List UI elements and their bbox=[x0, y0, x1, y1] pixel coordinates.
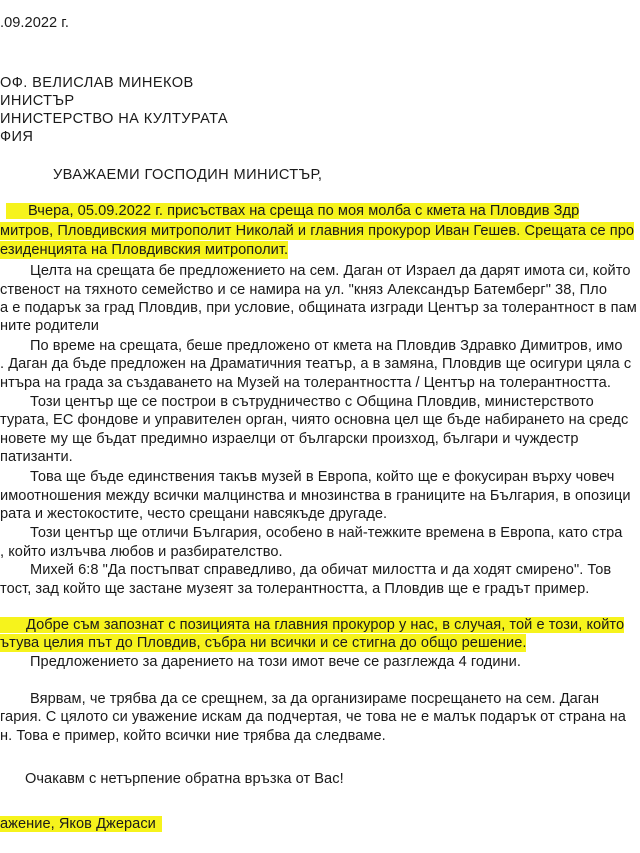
addressee-city: ФИЯ bbox=[0, 129, 34, 145]
closing-line: Очакавм с нетърпение обратна връзка от Вас! bbox=[25, 771, 344, 787]
body-line: Този център ще се построи в сътрудничество с Община Пловдив, министерството bbox=[30, 394, 594, 410]
body-line: Добре съм запознат с позицията на главния прокурор у нас, в случая, той е този, който bbox=[0, 616, 624, 634]
body-line: тост, зад който ще застане музеят за толерантността, а Пловдив ще е градът пример. bbox=[0, 581, 590, 597]
body-line: новете му ще бъдат предимно израелци от български произход, българи и чуждестр bbox=[0, 431, 579, 447]
body-line: гария. С цялото си уважение искам да подчертая, че това не е малък подарък от страна на bbox=[0, 709, 626, 725]
body-line: нтъра на града за създаването на Музей на толерантността / Център на толерантността. bbox=[0, 375, 611, 391]
body-line: Михей 6:8 "Да постъпват справедливо, да обичат милостта и да ходят смирено". Тов bbox=[30, 562, 612, 578]
body-line: митров, Пловдивския митрополит Николай и главния прокурор Иван Гешев. Срещата се про bbox=[0, 223, 635, 239]
letter-date: .09.2022 г. bbox=[0, 15, 70, 31]
body-line: имоотношения между всички малцинства и мнозинства в границите на България, в опозици bbox=[0, 488, 631, 504]
body-line: н. Това е пример, който всички ние трябва да следваме. bbox=[0, 728, 386, 744]
body-line: Вярвам, че трябва да се срещнем, за да организираме посрещането на сем. Даган bbox=[30, 691, 600, 707]
body-line: ните родители bbox=[0, 318, 99, 334]
body-line: Този център ще отличи България, особено в най-тежките времена в Европа, като стра bbox=[30, 525, 623, 541]
body-line: рата и жестокостите, често срещани навсякъде другаде. bbox=[0, 506, 388, 522]
body-line: турата, ЕС фондове и управителен орган, чиято основна цел ще бъде набирането на средс bbox=[0, 412, 629, 428]
body-line: Вчера, 05.09.2022 г. присъствах на среща по моя молба с кмета на Пловдив Здр bbox=[0, 202, 579, 220]
body-line: Целта на срещата бе предложението на сем. Даган от Израел да дарят имота си, който bbox=[30, 263, 631, 279]
addressee-ministry: ИНИСТЕРСТВО НА КУЛТУРАТА bbox=[0, 111, 229, 127]
salutation: УВАЖАЕМИ ГОСПОДИН МИНИСТЪР, bbox=[53, 167, 323, 183]
body-line: ственост на тяхното семейство и се намира на ул. "княз Александър Батемберг" 38, Пло bbox=[0, 282, 608, 298]
body-line: патизанти. bbox=[0, 449, 73, 465]
body-line: , който излъчва любов и разбирателство. bbox=[0, 544, 283, 560]
addressee-position: ИНИСТЪР bbox=[0, 93, 75, 109]
body-line: Това ще бъде единствения такъв музей в Европа, който ще е фокусиран върху човеч bbox=[30, 469, 615, 485]
signature-line: ажение, Яков Джераси bbox=[0, 815, 162, 833]
body-line: езиденцията на Пловдивския митрополит. bbox=[0, 242, 289, 258]
body-line: . Даган да бъде предложен на Драматичния театър, а в замяна, Пловдив ще осигури цяла с bbox=[0, 356, 632, 372]
body-line: Предложението за дарението на този имот вече се разглежда 4 години. bbox=[30, 654, 521, 670]
body-line: а е подарък за град Пловдив, при условие, общината изгради Център за толерантност в пам bbox=[0, 300, 637, 316]
body-line: По време на срещата, беше предложено от кмета на Пловдив Здравко Димитров, имо bbox=[30, 338, 623, 354]
body-line: ътува целия път до Пловдив, събра ни всички и се стигна до общо решение. bbox=[0, 635, 527, 651]
addressee-name: ОФ. ВЕЛИСЛАВ МИНЕКОВ bbox=[0, 75, 194, 91]
